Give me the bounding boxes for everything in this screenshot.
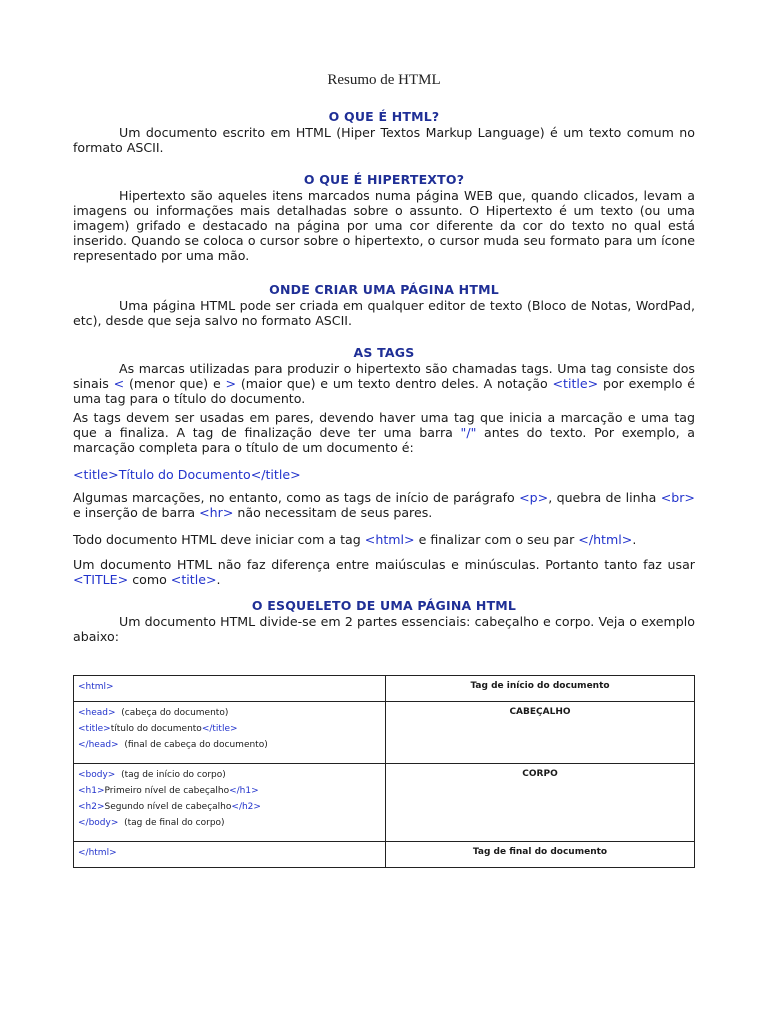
tag-html-close: </html> xyxy=(578,532,633,547)
html-skeleton-table xyxy=(73,675,695,868)
page-title: Resumo de HTML xyxy=(327,72,441,88)
code-line xyxy=(78,799,381,815)
code-line xyxy=(78,815,381,831)
paragraph-unpaired-tags xyxy=(73,490,695,520)
tag-title-upper: <TITLE> xyxy=(73,572,129,587)
code-tag: <html> xyxy=(78,682,114,692)
table-row xyxy=(74,676,695,702)
table-row xyxy=(74,702,695,764)
table-cell-code xyxy=(74,676,386,702)
code-tag: <body> xyxy=(78,770,116,780)
text-segment: . xyxy=(632,532,637,547)
code-line xyxy=(78,783,381,799)
heading-what-is-hypertext: O QUE É HIPERTEXTO? xyxy=(303,172,465,187)
slash-symbol: "/" xyxy=(460,425,477,440)
paragraph-html-start xyxy=(73,532,695,547)
text-segment: antes do texto. Por exemplo, a marcação completa para o título de um documento é: xyxy=(73,425,695,455)
code-line xyxy=(78,737,381,753)
table-cell-code xyxy=(74,842,386,868)
text-segment: e finalizar com o seu par xyxy=(414,532,579,547)
heading-where-create: ONDE CRIAR UMA PÁGINA HTML xyxy=(269,282,499,297)
code-tag: <h1> xyxy=(78,786,105,796)
table-cell-description: CORPO xyxy=(386,764,695,842)
text-segment: não necessitam de seus pares. xyxy=(233,505,433,520)
text-segment: As marcas utilizadas para produzir o hipertexto são chamadas tags. Uma tag consiste dos sinais xyxy=(73,361,695,391)
title-tag-example: <title>Título do Documento</title> xyxy=(73,467,301,482)
paragraph-skeleton: Um documento HTML divide-se em 2 partes essenciais: cabeçalho e corpo. Veja o exemplo abaixo: xyxy=(73,614,695,644)
code-text: título do documento xyxy=(110,724,202,734)
code-tag: </title> xyxy=(201,724,238,734)
text-segment: por exemplo é uma tag para o título do documento. xyxy=(73,376,695,406)
text-segment: As tags devem ser usadas em pares, devendo haver uma tag que inicia a marcação e uma tag que a finaliza. A tag de finalização deve ter uma barra xyxy=(73,410,695,440)
text-segment: (menor que) e xyxy=(124,376,226,391)
code-text: Primeiro nível de cabeçalho xyxy=(104,786,230,796)
code-line xyxy=(78,721,381,737)
paragraph-case-insensitive xyxy=(73,557,695,587)
tag-title: <title> xyxy=(552,376,599,391)
code-text: (tag de final do corpo) xyxy=(118,818,225,828)
tag-gt: > xyxy=(225,376,237,391)
paragraph-what-is-html: Um documento escrito em HTML (Hiper Textos Markup Language) é um texto comum no formato ASCII. xyxy=(73,125,695,155)
code-tag: </h1> xyxy=(229,786,259,796)
code-tag: </head> xyxy=(78,740,119,750)
code-text: Segundo nível de cabeçalho xyxy=(104,802,232,812)
text-segment: Todo documento HTML deve iniciar com a tag xyxy=(73,532,365,547)
heading-skeleton: O ESQUELETO DE UMA PÁGINA HTML xyxy=(251,598,517,613)
tag-hr: <hr> xyxy=(199,505,234,520)
paragraph-where-create: Uma página HTML pode ser criada em qualquer editor de texto (Bloco de Notas, WordPad, etc), desde que seja salvo no formato ASCII. xyxy=(73,298,695,328)
tag-p: <p> xyxy=(519,490,549,505)
heading-what-is-html: O QUE É HTML? xyxy=(328,109,440,124)
code-line xyxy=(78,705,381,721)
tag-html: <html> xyxy=(364,532,415,547)
paragraph-hypertext: Hipertexto são aqueles itens marcados numa página WEB que, quando clicados, levam a imagens ou informações mais detalhadas sobre o assunto. O Hipertexto é um texto (ou uma imagem) grifado e destacado na página por uma cor diferente da cor do texto no qual está inserido. Quando se coloca o cursor sobre o hipertexto, o cursor muda seu formato para um ícone representado por uma mão. xyxy=(73,188,695,263)
table-cell-code xyxy=(74,702,386,764)
tag-lt: < xyxy=(113,376,125,391)
tag-br: <br> xyxy=(660,490,695,505)
code-tag: <h2> xyxy=(78,802,105,812)
code-text: (cabeça do documento) xyxy=(115,708,229,718)
heading-tags: AS TAGS xyxy=(353,345,415,360)
text-segment: e inserção de barra xyxy=(73,505,200,520)
text-segment: (maior que) e um texto dentro deles. A notação xyxy=(236,376,553,391)
code-tag: </html> xyxy=(78,848,117,858)
code-tag: </h2> xyxy=(231,802,261,812)
paragraph-tags-pairs xyxy=(73,410,695,455)
text-segment: Um documento HTML não faz diferença entre maiúsculas e minúsculas. Portanto tanto faz usar xyxy=(73,557,695,572)
code-text: (tag de início do corpo) xyxy=(115,770,226,780)
text-segment: como xyxy=(128,572,171,587)
table-cell-description: Tag de final do documento xyxy=(386,842,695,868)
code-tag: </body> xyxy=(78,818,119,828)
text-segment: . xyxy=(216,572,221,587)
table-row xyxy=(74,842,695,868)
code-text: (final de cabeça do documento) xyxy=(118,740,268,750)
text-segment: Algumas marcações, no entanto, como as tags de início de parágrafo xyxy=(73,490,520,505)
table-cell-description: Tag de início do documento xyxy=(386,676,695,702)
code-tag: <title> xyxy=(78,724,111,734)
code-line xyxy=(78,767,381,783)
text-segment: , quebra de linha xyxy=(548,490,661,505)
paragraph-tags-intro xyxy=(73,361,695,406)
table-cell-description: CABEÇALHO xyxy=(386,702,695,764)
table-cell-code xyxy=(74,764,386,842)
table-row xyxy=(74,764,695,842)
code-tag: <head> xyxy=(78,708,116,718)
tag-title-lower: <title> xyxy=(170,572,217,587)
